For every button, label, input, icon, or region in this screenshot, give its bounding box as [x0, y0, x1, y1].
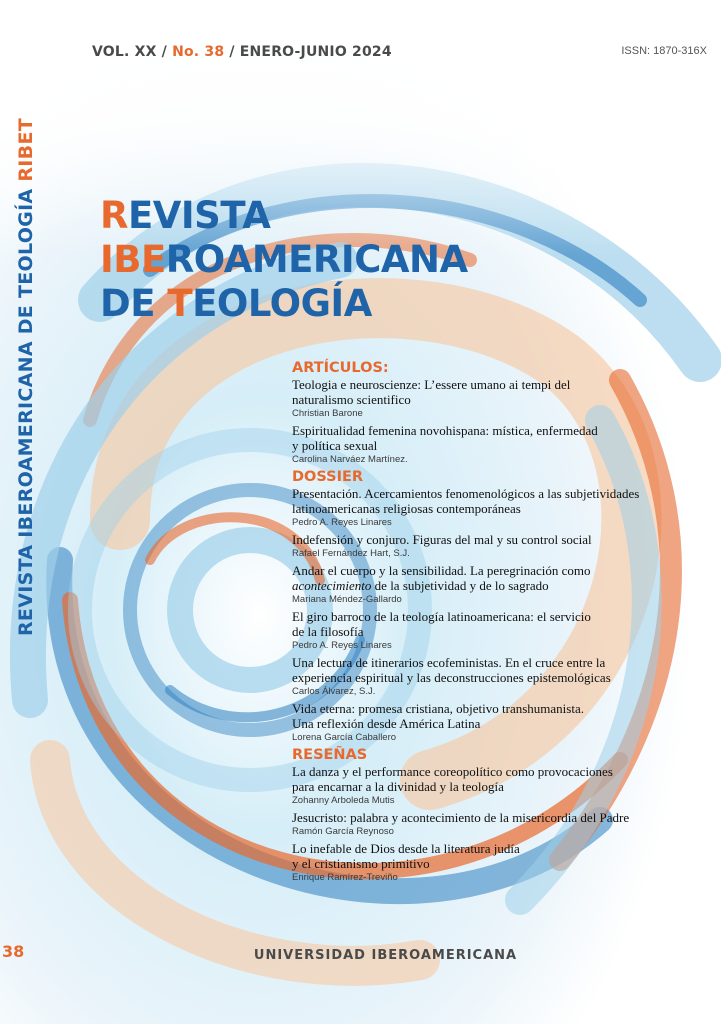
- section-heading: DOSSIER: [292, 469, 364, 485]
- article-title-line: Vida eterna: promesa cristiana, objetivo transhumanista.: [292, 701, 584, 716]
- article-title-line: Espiritualidad femenina novohispana: mística, enfermedad: [292, 423, 598, 438]
- article-title: [292, 701, 712, 731]
- article-title-line: Lo inefable de Dios desde la literatura judía: [292, 841, 520, 856]
- number-label: No. 38: [172, 44, 225, 60]
- article-title-line: latinoamericanas religiosas contemporáneas: [292, 501, 521, 516]
- article-author: Rafael Fernández Hart, S.J.: [292, 548, 410, 559]
- volume-label: VOL. XX /: [92, 44, 167, 60]
- article-author: Christian Barone: [292, 408, 363, 419]
- article-title-line: Andar el cuerpo y la sensibilidad. La peregrinación como: [292, 563, 591, 578]
- section-heading: ARTÍCULOS:: [292, 360, 389, 376]
- title-initial: IBE: [100, 238, 166, 281]
- journal-title: [100, 194, 468, 326]
- title-line-2: [100, 238, 468, 282]
- section-heading: RESEÑAS: [292, 747, 368, 763]
- article-title: [292, 655, 712, 685]
- article-title-line: [292, 578, 712, 593]
- article-author: Pedro A. Reyes Linares: [292, 517, 392, 528]
- article-title-line: Teologia e neuroscienze: L’essere umano ai tempi del: [292, 377, 571, 392]
- article-title-line: Jesucristo: palabra y acontecimiento de la misericordia del Padre: [292, 810, 630, 825]
- title-line-3: [100, 282, 468, 326]
- issue-number: 38: [2, 942, 25, 961]
- article-title-line: Indefensión y conjuro. Figuras del mal y su control social: [292, 532, 592, 547]
- article-title-line: Una lectura de itinerarios ecofeministas. En el cruce entre la: [292, 655, 606, 670]
- title-text: EVISTA: [128, 194, 271, 237]
- article-title-line: naturalismo scientifico: [292, 392, 411, 407]
- article-title: [292, 609, 712, 639]
- issue-line: [92, 44, 392, 60]
- period-label: / ENERO-JUNIO 2024: [229, 44, 392, 60]
- table-of-contents: [292, 360, 712, 887]
- title-text: DE: [100, 282, 168, 325]
- article-author: Carolina Narváez Martínez.: [292, 454, 408, 465]
- spine-acronym: RIBET: [15, 118, 37, 182]
- article-title-line: Una reflexión desde América Latina: [292, 716, 481, 731]
- article-author: Pedro A. Reyes Linares: [292, 640, 392, 651]
- article-title: [292, 532, 712, 547]
- article-title-line: La danza y el performance coreopolítico como provocaciones: [292, 764, 613, 779]
- spine-title: [13, 118, 39, 636]
- article-title: [292, 486, 712, 516]
- article-title-line: y política sexual: [292, 438, 378, 453]
- article-title-line: para encarnar a la divinidad y la teología: [292, 779, 504, 794]
- spine-journal-name: REVISTA IBEROAMERICANA DE TEOLOGÍA: [15, 188, 37, 636]
- article-author: Lorena García Caballero: [292, 732, 397, 743]
- article-author: Carlos Álvarez, S.J.: [292, 686, 376, 697]
- article-title-line: Presentación. Acercamientos fenomenológicos a las subjetividades: [292, 486, 640, 501]
- title-text: ROAMERICANA: [165, 238, 468, 281]
- article-title-line: El giro barroco de la teología latinoamericana: el servicio: [292, 609, 591, 624]
- title-initial: R: [100, 194, 128, 237]
- article-author: Zohanny Arboleda Mutis: [292, 795, 395, 806]
- article-title: [292, 377, 712, 407]
- article-author: Enrique Ramírez-Treviño: [292, 872, 398, 883]
- article-author: Mariana Méndez-Gallardo: [292, 594, 402, 605]
- title-text: EOLOGÍA: [192, 282, 372, 325]
- article-title-line: experiencia espiritual y las deconstrucciones epistemológicas: [292, 670, 611, 685]
- article-title: [292, 841, 712, 871]
- article-title-rest: de la subjetividad y de lo sagrado: [371, 578, 549, 593]
- article-title: [292, 810, 712, 825]
- article-title: [292, 764, 712, 794]
- title-line-1: [100, 194, 468, 238]
- publisher-name: UNIVERSIDAD IBEROAMERICANA: [253, 948, 518, 963]
- article-title-line: de la filosofía: [292, 624, 364, 639]
- article-author: Ramón García Reynoso: [292, 826, 394, 837]
- article-title-emphasis: acontecimiento: [292, 578, 372, 593]
- article-title: [292, 423, 712, 453]
- title-initial: T: [167, 282, 193, 325]
- issn-label: ISSN: 1870-316X: [621, 45, 707, 57]
- article-title-line: y el cristianismo primitivo: [292, 856, 430, 871]
- article-title: [292, 563, 712, 593]
